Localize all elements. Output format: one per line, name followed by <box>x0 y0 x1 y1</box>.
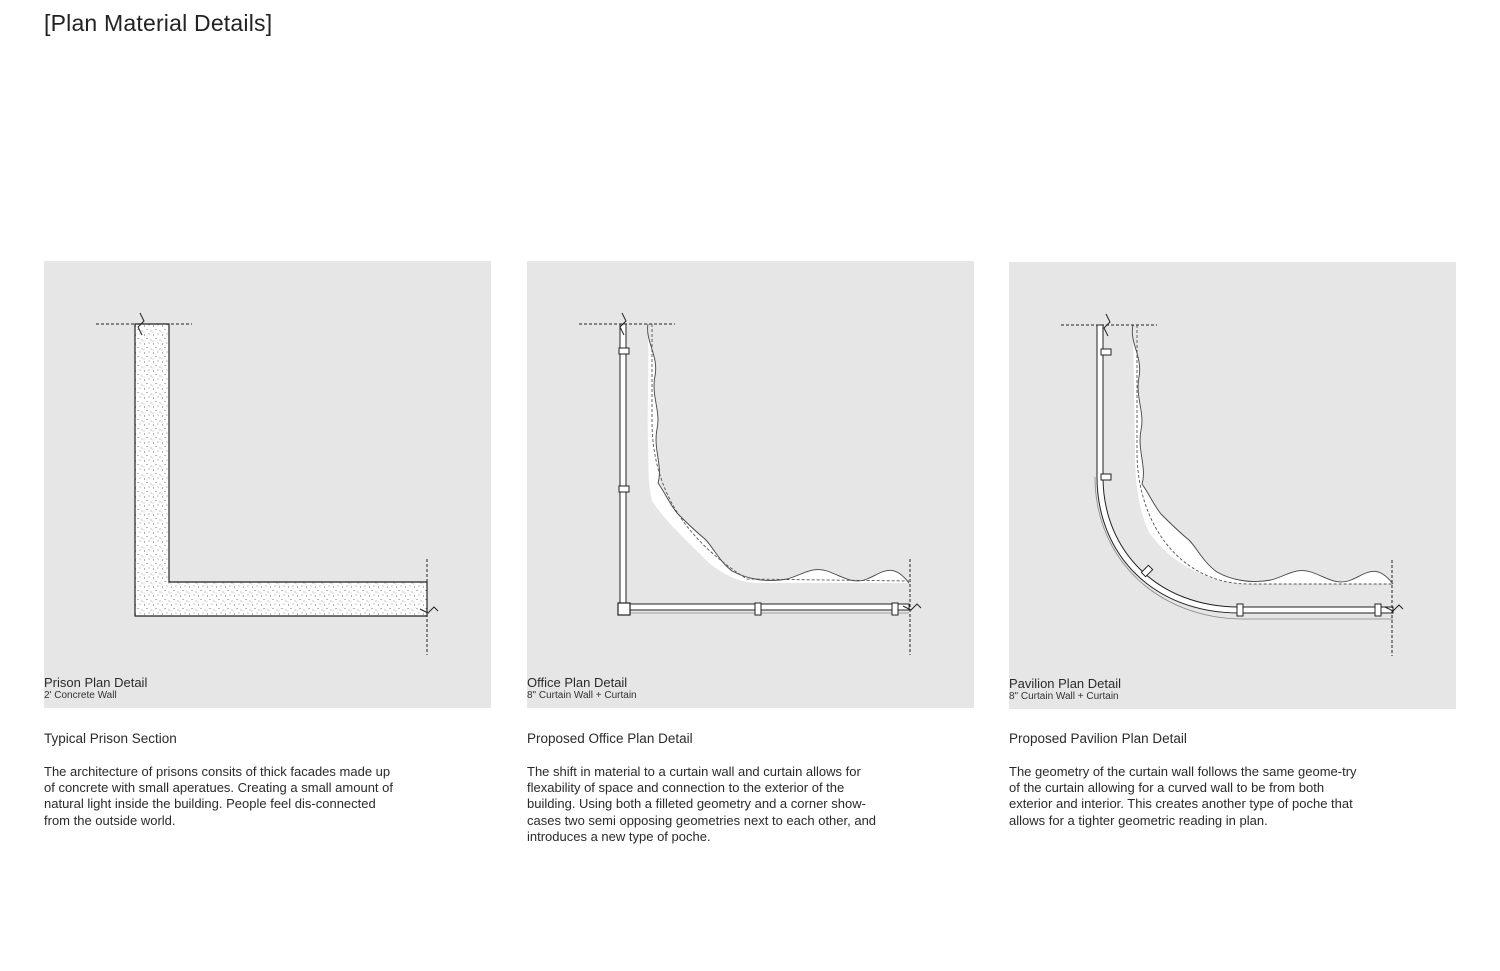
pavilion-text-column <box>1009 731 1364 829</box>
office-plan-label <box>527 675 637 702</box>
pavilion-plan-title: Pavilion Plan Detail <box>1009 676 1122 691</box>
pavilion-plan-label <box>1009 676 1121 703</box>
prison-plan-label <box>44 675 147 702</box>
office-section-body: The shift in material to a curtain wall and curtain allows for flexability of space and connection to the exterior of the building. Using both a filleted geometry and a corner show-cases two semi opposing geometries next to each other, and introduces a new type of poche. <box>527 764 877 844</box>
prison-section-heading: Typical Prison Section <box>44 731 177 746</box>
pavilion-plan-panel <box>1009 262 1456 709</box>
office-plan-subtitle: 8" Curtain Wall + Curtain <box>527 690 637 701</box>
prison-plan-drawing <box>44 261 491 708</box>
office-section-heading: Proposed Office Plan Detail <box>527 731 693 746</box>
prison-plan-subtitle: 2' Concrete Wall <box>44 690 117 701</box>
office-plan-panel <box>527 261 974 708</box>
pavilion-section-body: The geometry of the curtain wall follows the same geome-try of the curtain allowing for a curved wall to be from both exterior and interior. This creates another type of poche that allows for a tighter geometric reading in plan. <box>1009 764 1357 828</box>
page-title: [Plan Material Details] <box>44 10 273 36</box>
prison-plan-panel <box>44 261 491 708</box>
prison-section-body: The architecture of prisons consits of thick facades made up of concrete with small aperatues. Creating a small amount of natural light inside the building. People feel dis-connected from the outside world. <box>44 764 394 828</box>
pavilion-section-heading: Proposed Pavilion Plan Detail <box>1009 731 1187 746</box>
prison-text-column <box>44 731 404 829</box>
office-plan-drawing <box>527 261 974 708</box>
office-plan-title: Office Plan Detail <box>527 675 628 690</box>
pavilion-plan-drawing <box>1009 262 1456 709</box>
prison-plan-title: Prison Plan Detail <box>44 675 148 690</box>
office-text-column <box>527 731 879 845</box>
pavilion-plan-subtitle: 8" Curtain Wall + Curtain <box>1009 691 1119 702</box>
